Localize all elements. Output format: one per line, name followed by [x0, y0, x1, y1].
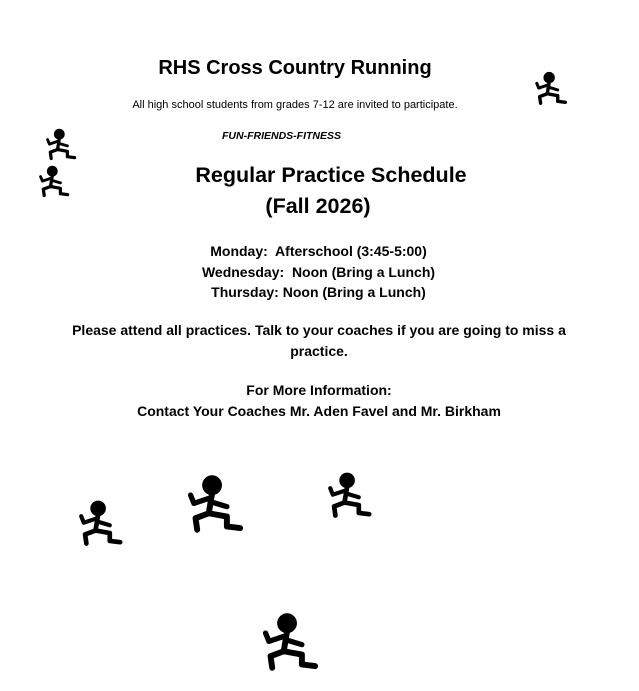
running-stick-figure-icon: [258, 610, 326, 676]
running-stick-figure-icon: [37, 164, 73, 200]
running-stick-figure-icon: [183, 472, 251, 538]
running-stick-figure-icon: [533, 70, 571, 108]
tagline: FUN-FRIENDS-FITNESS: [222, 130, 341, 142]
schedule-line-thursday: Thursday: Noon (Bring a Lunch): [211, 284, 426, 300]
contact-info: [60, 380, 578, 421]
invitation-text: All high school students from grades 7-12 are invited to participate.: [132, 99, 458, 111]
season-heading: (Fall 2026): [265, 194, 371, 218]
schedule-line-wednesday: Wednesday: Noon (Bring a Lunch): [201, 263, 436, 280]
running-stick-figure-icon: [43, 127, 81, 163]
schedule-line-monday: Monday: Afterschool (3:45-5:00): [210, 243, 427, 259]
page-title: RHS Cross Country Running: [158, 57, 432, 79]
contact-heading: For More Information:: [246, 382, 392, 398]
running-stick-figure-icon: [76, 498, 128, 550]
practice-schedule: [120, 241, 517, 303]
running-stick-figure-icon: [325, 470, 377, 522]
contact-coaches: Contact Your Coaches Mr. Aden Favel and Mr. Birkham: [137, 402, 501, 419]
schedule-heading: Regular Practice Schedule: [195, 163, 467, 187]
attendance-note: Please attend all practices. Talk to your coaches if you are going to miss a practice.: [72, 322, 566, 359]
